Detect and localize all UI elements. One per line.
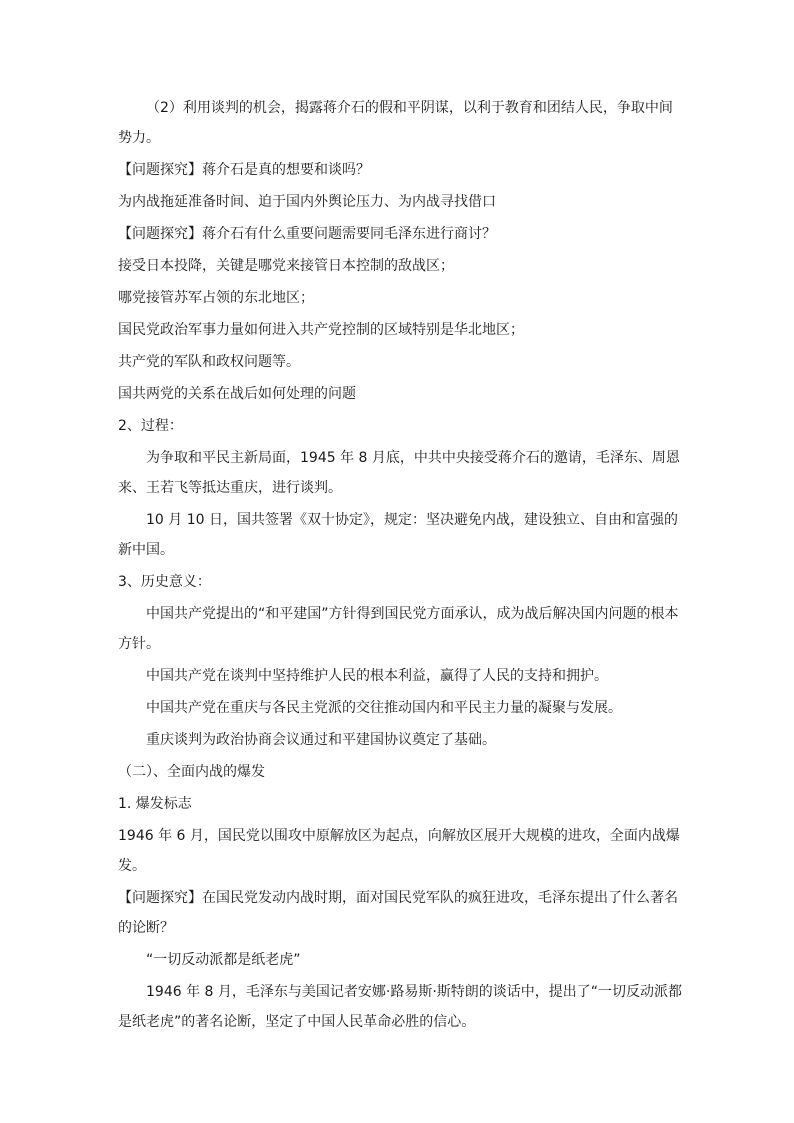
text-line: 国民党政治军事力量如何进入共产党控制的区域特别是华北地区； bbox=[118, 322, 524, 338]
text-line: 10 月 10 日，国共签署《双十协定》，规定：坚决避免内战，建设独立、自由和富强的 bbox=[146, 512, 678, 528]
text-line: “一切反动派都是纸老虎” bbox=[146, 952, 301, 968]
text-line: 的论断？ bbox=[118, 920, 174, 936]
text-line: 重庆谈判为政治协商会议通过和平建国协议奠定了基础。 bbox=[146, 732, 496, 748]
text-line: 来、王若飞等抵达重庆，进行谈判。 bbox=[118, 480, 342, 496]
text-line: 共产党的军队和政权问题等。 bbox=[118, 354, 300, 370]
section-heading: 1. 爆发标志 bbox=[118, 796, 192, 812]
text-line: 势力。 bbox=[118, 130, 160, 146]
text-line: 【问题探究】蒋介石是真的想要和谈吗？ bbox=[118, 162, 370, 178]
text-line: （2）利用谈判的机会，揭露蒋介石的假和平阴谋，以利于教育和团结人民，争取中间 bbox=[146, 100, 673, 116]
text-line: 方针。 bbox=[118, 636, 160, 652]
text-line: 【问题探究】在国民党发动内战时期，面对国民党军队的疯狂进攻，毛泽东提出了什么著名 bbox=[118, 890, 678, 906]
text-line: 新中国。 bbox=[118, 542, 174, 558]
text-line: 是纸老虎”的著名论断，坚定了中国人民革命必胜的信心。 bbox=[118, 1014, 476, 1030]
text-line: 为内战拖延准备时间、迫于国内外舆论压力、为内战寻找借口 bbox=[118, 194, 496, 210]
text-line: 中国共产党在谈判中坚持维护人民的根本利益，赢得了人民的支持和拥护。 bbox=[146, 668, 608, 684]
text-line: 为争取和平民主新局面，1945 年 8 月底，中共中央接受蒋介石的邀请，毛泽东、周恩 bbox=[146, 450, 680, 466]
text-line: 国共两党的关系在战后如何处理的问题 bbox=[118, 386, 356, 402]
section-heading: 3、历史意义： bbox=[118, 574, 211, 590]
text-line: 哪党接管苏军占领的东北地区； bbox=[118, 290, 314, 306]
text-line: 中国共产党提出的“和平建国”方针得到国民党方面承认，成为战后解决国内问题的根本 bbox=[146, 606, 679, 622]
text-line: 接受日本投降，关键是哪党来接管日本控制的敌战区； bbox=[118, 258, 454, 274]
section-heading: 2、过程： bbox=[118, 418, 183, 434]
text-line: 发。 bbox=[118, 858, 146, 874]
text-line: 中国共产党在重庆与各民主党派的交往推动国内和平民主力量的凝聚与发展。 bbox=[146, 700, 622, 716]
section-heading: （二）、全面内战的爆发 bbox=[118, 764, 265, 780]
text-line: 【问题探究】蒋介石有什么重要问题需要同毛泽东进行商讨？ bbox=[118, 226, 496, 242]
text-line: 1946 年 6 月，国民党以围攻中原解放区为起点，向解放区展开大规模的进攻，全面内战爆 bbox=[118, 828, 680, 844]
text-line: 1946 年 8 月，毛泽东与美国记者安娜·路易斯·斯特朗的谈话中，提出了“一切反动派都 bbox=[146, 984, 683, 1000]
